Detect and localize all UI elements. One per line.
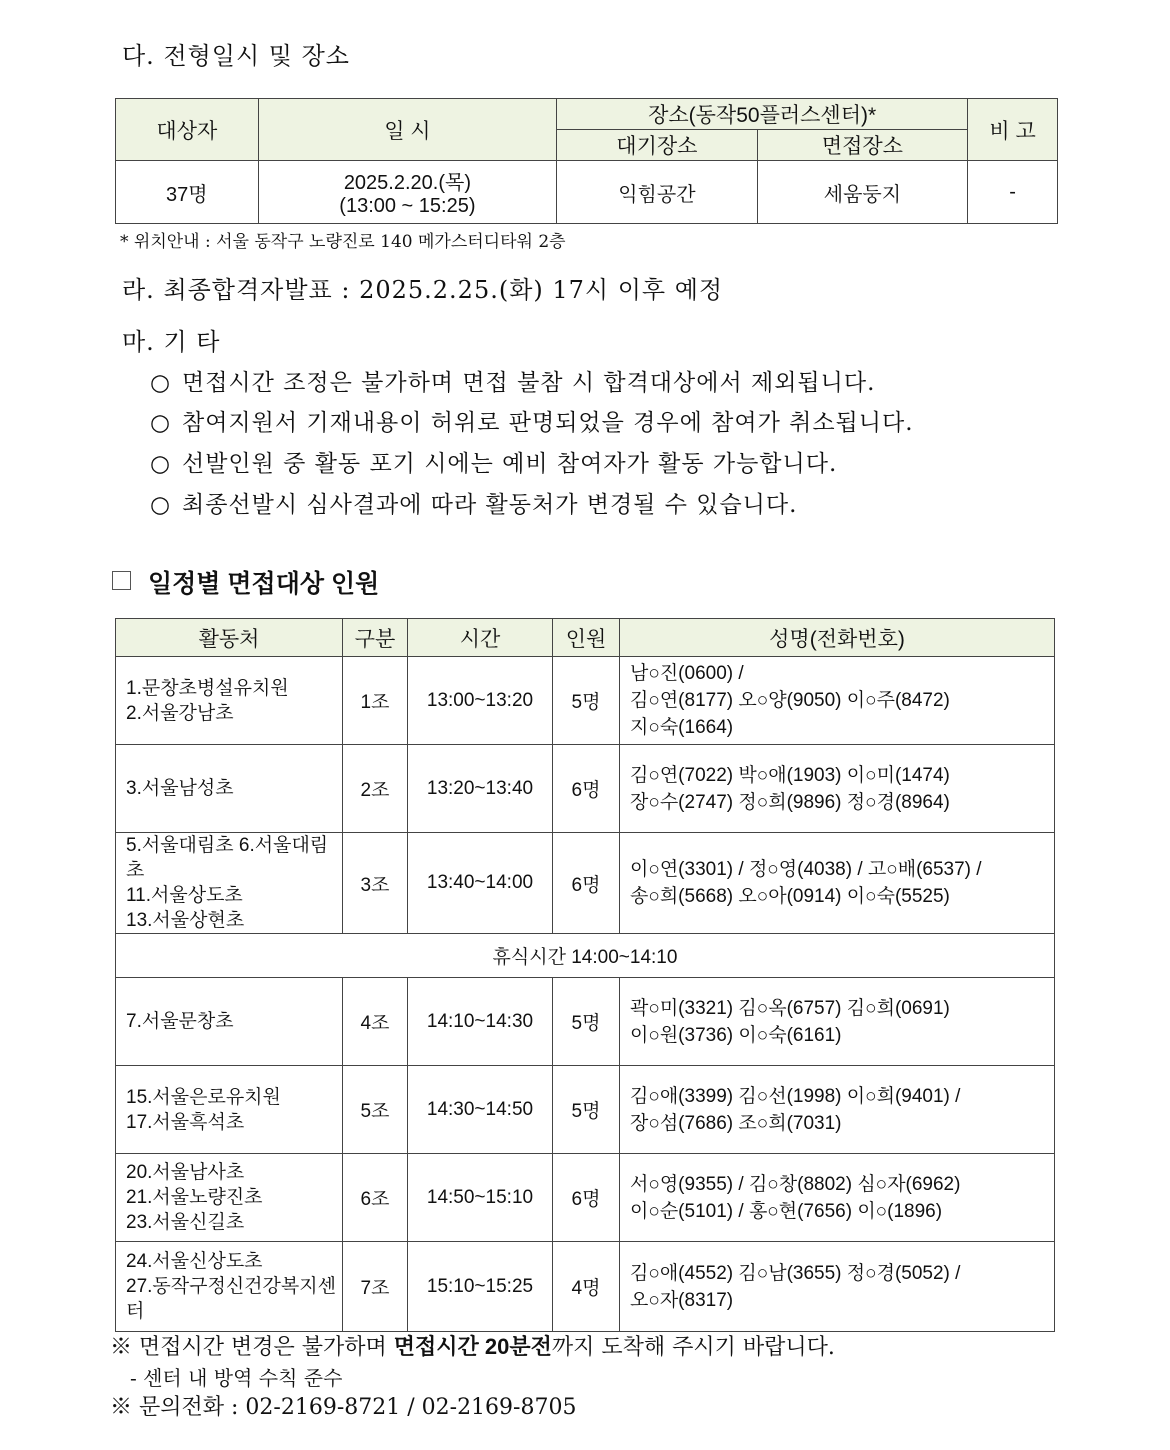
cell-count: 4명 <box>553 1242 620 1332</box>
cell-time: 14:30~14:50 <box>408 1066 553 1154</box>
cell-waiting-place: 익힘공간 <box>557 161 758 224</box>
table-row <box>116 833 1055 934</box>
cell-org: 7.서울문창초 <box>116 978 343 1066</box>
table-row <box>116 1066 1055 1154</box>
header-datetime: 일 시 <box>258 99 556 161</box>
cell-org: 1.문창초병설유치원 2.서울강남초 <box>116 657 343 745</box>
bullet-item: ○ 최종선발시 심사결과에 따라 활동처가 변경될 수 있습니다. <box>150 492 798 518</box>
header-remarks: 비 고 <box>968 99 1058 161</box>
cell-count: 6명 <box>553 1154 620 1242</box>
table-row <box>116 1242 1055 1332</box>
cell-group: 7조 <box>343 1242 408 1332</box>
circle-bullet-icon: ○ <box>150 451 172 477</box>
cell-names: 곽○미(3321) 김○옥(6757) 김○희(0691) 이○원(3736) 이○숙(6161) <box>620 978 1055 1066</box>
break-time-label: 휴식시간 14:00~14:10 <box>116 934 1055 978</box>
schedule-table <box>115 98 1058 224</box>
cell-remarks: - <box>968 161 1058 224</box>
cell-names: 남○진(0600) / 김○연(8177) 오○양(9050) 이○주(8472) 지○숙(1664) <box>620 657 1055 745</box>
break-row <box>116 934 1055 978</box>
circle-bullet-icon: ○ <box>150 370 172 396</box>
footer-note-quarantine: - 센터 내 방역 수칙 준수 <box>130 1366 343 1390</box>
cell-count: 5명 <box>553 1066 620 1154</box>
bullet-item: ○ 면접시간 조정은 불가하며 면접 불참 시 합격대상에서 제외됩니다. <box>150 370 876 396</box>
table-row <box>116 745 1055 833</box>
cell-time: 14:10~14:30 <box>408 978 553 1066</box>
cell-date: 2025.2.20.(목) <box>343 172 471 194</box>
cell-names: 김○연(7022) 박○애(1903) 이○미(1474) 장○수(2747) 정○희(9896) 정○경(8964) <box>620 745 1055 833</box>
cell-datetime <box>258 161 556 224</box>
cell-group: 4조 <box>343 978 408 1066</box>
cell-org: 24.서울신상도초 27.동작구정신건강복지센터 <box>116 1242 343 1332</box>
interview-section-title: 일정별 면접대상 인원 <box>148 570 380 598</box>
header-target: 대상자 <box>116 99 259 161</box>
header-org: 활동처 <box>116 619 343 657</box>
table-row <box>116 1154 1055 1242</box>
section-da-title: 다. 전형일시 및 장소 <box>122 42 350 70</box>
cell-names: 김○애(4552) 김○남(3655) 정○경(5052) / 오○자(8317) <box>620 1242 1055 1332</box>
cell-group: 1조 <box>343 657 408 745</box>
header-place-group: 장소(동작50플러스센터)* <box>557 99 968 130</box>
cell-count: 6명 <box>553 833 620 934</box>
circle-bullet-icon: ○ <box>150 492 172 518</box>
checkbox-square-icon <box>112 571 131 590</box>
cell-org: 15.서울은로유치원 17.서울흑석초 <box>116 1066 343 1154</box>
cell-names: 서○영(9355) / 김○창(8802) 심○자(6962) 이○순(5101) / 홍○현(7656) 이○(1896) <box>620 1154 1055 1242</box>
bullet-item: ○ 참여지원서 기재내용이 허위로 판명되었을 경우에 참여가 취소됩니다. <box>150 410 914 436</box>
section-ra-title: 라. 최종합격자발표 : 2025.2.25.(화) 17시 이후 예정 <box>122 276 724 304</box>
cell-time: 14:50~15:10 <box>408 1154 553 1242</box>
cell-time: 13:20~13:40 <box>408 745 553 833</box>
circle-bullet-icon: ○ <box>150 410 172 436</box>
cell-time: 13:40~14:00 <box>408 833 553 934</box>
cell-time: 13:00~13:20 <box>408 657 553 745</box>
cell-org: 20.서울남사초 21.서울노량진초 23.서울신길초 <box>116 1154 343 1242</box>
cell-count: 5명 <box>553 657 620 745</box>
cell-org: 3.서울남성초 <box>116 745 343 833</box>
cell-names: 김○애(3399) 김○선(1998) 이○희(9401) / 장○섬(7686) 조○희(7031) <box>620 1066 1055 1154</box>
cell-group: 3조 <box>343 833 408 934</box>
table-row <box>116 978 1055 1066</box>
footer-note-arrival: ※ 면접시간 변경은 불가하며 면접시간 20분전까지 도착해 주시기 바랍니다. <box>110 1334 835 1360</box>
cell-org: 5.서울대림초 6.서울대림초 11.서울상도초 13.서울상현초 <box>116 833 343 934</box>
cell-group: 2조 <box>343 745 408 833</box>
cell-group: 5조 <box>343 1066 408 1154</box>
section-ma-title: 마. 기 타 <box>122 328 221 356</box>
emphasis-text: 면접시간 20분전 <box>393 1334 552 1359</box>
cell-interview-place: 세움둥지 <box>757 161 968 224</box>
footer-note-contact: ※ 문의전화 : 02-2169-8721 / 02-2169-8705 <box>110 1395 577 1420</box>
header-time: 시간 <box>408 619 553 657</box>
header-interview-place: 면접장소 <box>757 130 968 161</box>
interview-table <box>115 618 1055 1332</box>
cell-group: 6조 <box>343 1154 408 1242</box>
cell-names: 이○연(3301) / 정○영(4038) / 고○배(6537) / 송○희(5668) 오○아(0914) 이○숙(5525) <box>620 833 1055 934</box>
cell-count: 5명 <box>553 978 620 1066</box>
cell-time: (13:00 ~ 15:25) <box>339 195 476 217</box>
header-names: 성명(전화번호) <box>620 619 1055 657</box>
bullet-item: ○ 선발인원 중 활동 포기 시에는 예비 참여자가 활동 가능합니다. <box>150 451 838 477</box>
header-count: 인원 <box>553 619 620 657</box>
header-group: 구분 <box>343 619 408 657</box>
cell-target: 37명 <box>116 161 259 224</box>
header-waiting-place: 대기장소 <box>557 130 758 161</box>
location-note: * 위치안내 : 서울 동작구 노량진로 140 메가스터디타워 2층 <box>120 232 566 252</box>
cell-time: 15:10~15:25 <box>408 1242 553 1332</box>
table-row <box>116 657 1055 745</box>
cell-count: 6명 <box>553 745 620 833</box>
